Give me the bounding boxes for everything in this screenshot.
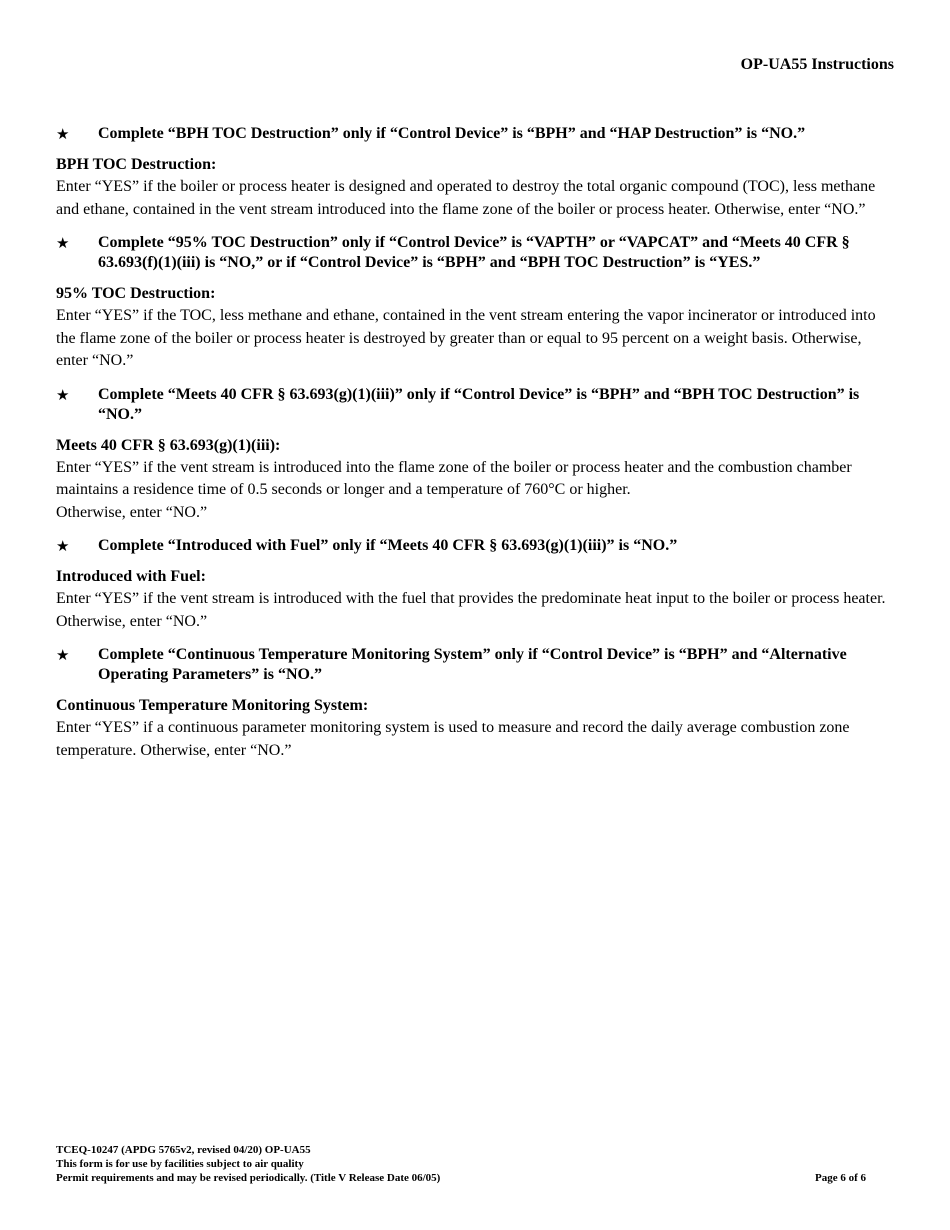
field-heading: Introduced with Fuel:: [56, 568, 206, 585]
instruction-line: [56, 233, 896, 273]
page-number: Page 6 of 6: [814, 1172, 866, 1184]
field-heading: Meets 40 CFR § 63.693(g)(1)(iii):: [56, 436, 281, 454]
instruction-text: Complete “Continuous Temperature Monitoring System” only if “Control Device” is “BPH” and “Alternative Operating Parameters” is “NO.”: [98, 646, 847, 683]
section-bph-toc-destruction: [56, 124, 896, 221]
footer-form-info: [56, 1143, 440, 1185]
star-icon: ★: [56, 234, 70, 252]
instruction-text: Complete “BPH TOC Destruction” only if “Control Device” is “BPH” and “HAP Destruction” is “NO.”: [98, 125, 806, 142]
page-title: OP-UA55 Instructions: [740, 56, 894, 73]
instruction-line: [56, 645, 896, 685]
footer-line-3: Permit requirements and may be revised periodically. (Title V Release Date 06/05): [56, 1172, 441, 1184]
instruction-text: Complete “Meets 40 CFR § 63.693(g)(1)(iii)” only if “Control Device” is “BPH” and “BPH TOC Destruction” is “NO.”: [98, 385, 860, 423]
field-heading: BPH TOC Destruction:: [56, 156, 217, 173]
field-heading: 95% TOC Destruction:: [56, 285, 216, 302]
field-description-extra: Otherwise, enter “NO.”: [56, 503, 208, 521]
instruction-line: [56, 124, 896, 144]
star-icon: ★: [56, 385, 70, 404]
field-description: Enter “YES” if a continuous parameter monitoring system is used to measure and record the daily average combustion zone temperature. Otherwise, enter “NO.”: [56, 719, 850, 759]
section-continuous-temperature-monitoring: [56, 645, 896, 762]
field-description: Enter “YES” if the boiler or process heater is designed and operated to destroy the total organic compound (TOC), less methane and ethane, contained in the vent stream introduced into the flame zone of the boiler or process heater. Otherwise, enter “NO.”: [56, 178, 876, 218]
instruction-line: [56, 385, 896, 425]
footer-line-2: This form is for use by facilities subject to air quality: [56, 1158, 304, 1170]
section-meets-40-cfr: [56, 385, 896, 525]
instruction-text: Complete “Introduced with Fuel” only if “Meets 40 CFR § 63.693(g)(1)(iii)” is “NO.”: [98, 537, 678, 554]
instruction-text: Complete “95% TOC Destruction” only if “Control Device” is “VAPTH” or “VAPCAT” and “Meets 40 CFR § 63.693(f)(1)(iii) is “NO,” or if “Control Device” is “BPH” and “BPH TOC Destruction” is “YES.”: [98, 234, 850, 271]
field-description: Enter “YES” if the vent stream is introduced into the flame zone of the boiler or process heater and the combustion chamber maintains a residence time of 0.5 seconds or longer and a temperature of 760°C or higher.: [56, 458, 852, 498]
star-icon: ★: [56, 646, 70, 664]
section-95-toc-destruction: [56, 233, 896, 373]
field-heading: Continuous Temperature Monitoring System:: [56, 697, 369, 714]
star-icon: ★: [56, 125, 70, 143]
field-description: Enter “YES” if the TOC, less methane and ethane, contained in the vent stream entering the vapor incinerator or introduced into the flame zone of the boiler or process heater is destroyed by greater than or equal to 95 percent on a weight basis. Otherwise, enter “NO.”: [56, 307, 876, 369]
footer-line-1: TCEQ-10247 (APDG 5765v2, revised 04/20) OP-UA55: [56, 1144, 311, 1156]
instruction-line: [56, 536, 896, 556]
document-body: [56, 124, 896, 762]
section-introduced-with-fuel: [56, 536, 896, 633]
field-description: Enter “YES” if the vent stream is introduced with the fuel that provides the predominate heat input to the boiler or process heater. Otherwise, enter “NO.”: [56, 590, 886, 630]
star-icon: ★: [56, 537, 70, 555]
